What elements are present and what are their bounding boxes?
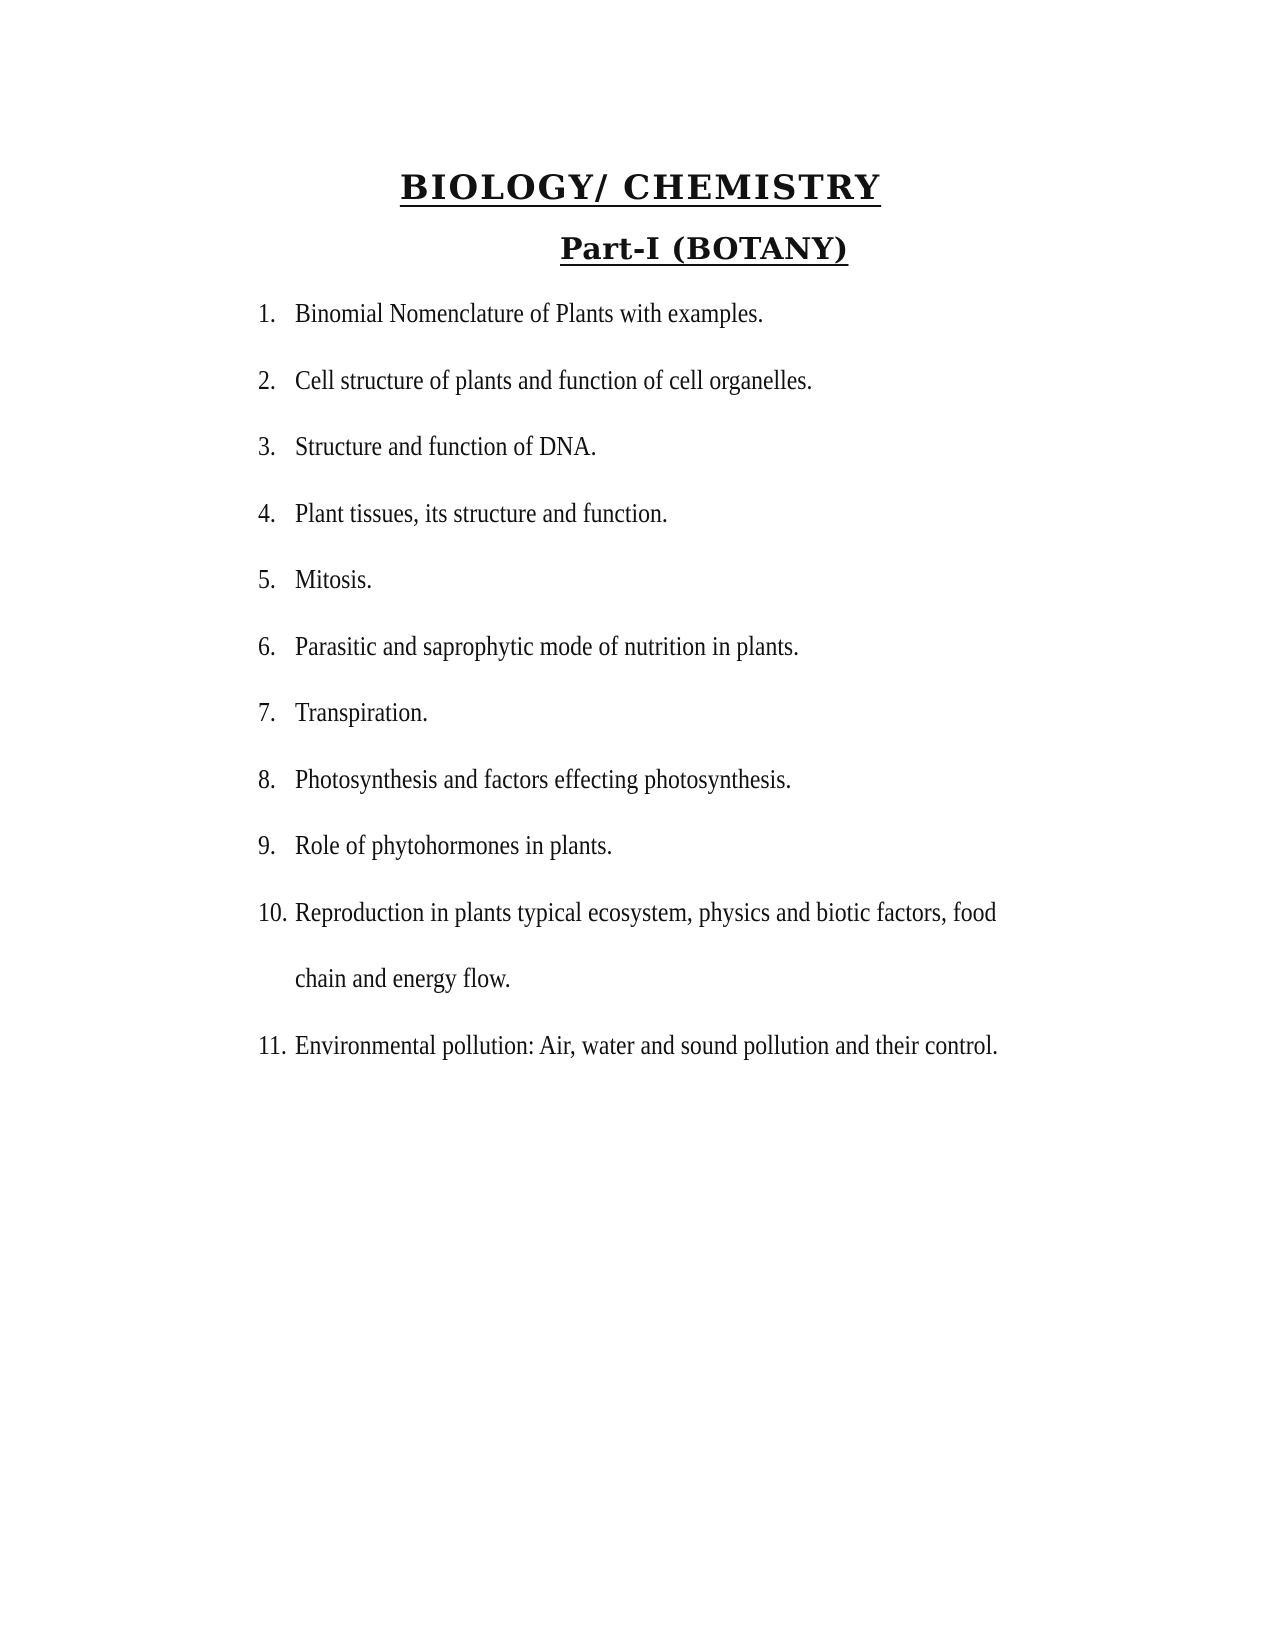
item-number: 3. xyxy=(258,431,276,461)
list-item xyxy=(258,897,1068,1030)
list-item xyxy=(258,365,1068,432)
list-item xyxy=(258,764,1068,831)
item-number: 2. xyxy=(258,364,276,395)
list-item xyxy=(258,498,1068,565)
item-text: Parasitic and saprophytic mode of nutrition in plants. xyxy=(294,630,800,661)
section-subtitle: Part-I (BOTANY) xyxy=(560,232,849,267)
list-item xyxy=(258,564,1068,631)
page-title xyxy=(0,168,1275,208)
item-text: Cell structure of plants and function of cell organelles. xyxy=(294,364,813,395)
item-text: Binomial Nomenclature of Plants with examples. xyxy=(294,298,764,328)
list-item xyxy=(258,697,1068,764)
item-number: 4. xyxy=(258,497,276,528)
list-item xyxy=(258,830,1068,897)
item-text: Reproduction in plants typical ecosystem, physics and biotic factors, food xyxy=(294,896,997,927)
item-number: 5. xyxy=(258,564,276,594)
item-text: Mitosis. xyxy=(294,564,373,594)
item-number: 6. xyxy=(258,630,276,661)
list-item xyxy=(258,298,1068,365)
item-number: 11. xyxy=(258,1029,287,1060)
item-text: Structure and function of DNA. xyxy=(294,431,597,461)
list-item xyxy=(258,1030,1068,1097)
item-text: Transpiration. xyxy=(294,697,429,727)
item-number: 7. xyxy=(258,697,276,727)
item-text-continued: chain and energy flow. xyxy=(294,962,511,993)
list-item xyxy=(258,431,1068,498)
page-title-text: BIOLOGY/ CHEMISTRY xyxy=(399,168,882,208)
item-text: Photosynthesis and factors effecting photosynthesis. xyxy=(294,763,792,794)
item-text: Role of phytohormones in plants. xyxy=(294,830,613,860)
item-text: Environmental pollution: Air, water and sound pollution and their control. xyxy=(294,1029,999,1060)
item-number: 1. xyxy=(258,298,276,328)
list-item xyxy=(258,631,1068,698)
item-number: 10. xyxy=(258,896,288,927)
topic-list xyxy=(258,298,1178,1096)
item-number: 9. xyxy=(258,830,276,860)
item-text: Plant tissues, its structure and function. xyxy=(294,497,668,528)
item-number: 8. xyxy=(258,763,276,794)
